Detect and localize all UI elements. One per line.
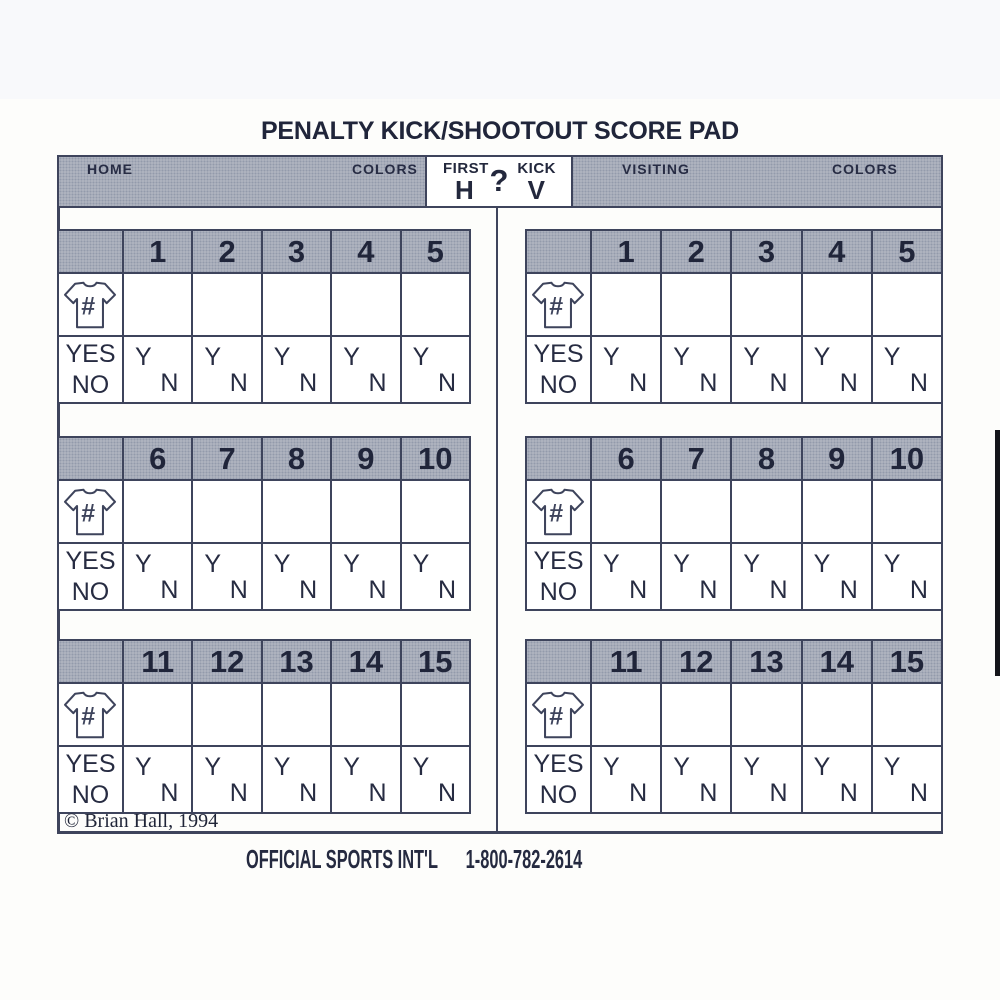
block-header-corner [527,641,590,682]
score-mark-cell [801,542,871,609]
score-entry-cell [400,479,469,542]
jersey-cell [527,682,590,745]
jersey-icon [62,487,118,537]
kick-number-cell: 7 [660,438,730,479]
no-mark: N [769,369,788,397]
home-score-table [57,229,471,814]
score-mark-cell [871,542,941,609]
yes-label: YES [65,547,116,575]
no-mark: N [909,779,928,807]
score-block [525,229,943,404]
no-mark: N [629,779,648,807]
phone-number: 1-800-782-2614 [465,844,583,874]
no-mark: N [699,369,718,397]
no-mark: N [229,576,248,604]
score-mark-cell [330,542,399,609]
score-mark-cell [191,745,260,812]
no-mark: N [839,369,858,397]
score-block [57,436,471,611]
score-mark-cell [871,335,941,402]
kick-number-cell: 1 [590,231,660,272]
jersey-number-symbol: # [549,701,564,730]
no-label: NO [539,577,578,606]
kick-number-cell: 12 [191,641,260,682]
yes-mark: Y [412,753,430,781]
no-mark: N [699,779,718,807]
yes-mark: Y [343,343,360,371]
score-entry-cell [590,682,660,745]
score-mark-cell [660,542,730,609]
yes-mark: Y [412,550,430,578]
no-mark: N [299,369,318,397]
yes-mark: Y [135,343,152,371]
question-mark: ? [489,163,509,198]
score-mark-cell [871,745,941,812]
no-mark: N [629,369,648,397]
yes-mark: Y [273,343,291,371]
yes-mark: Y [204,343,222,371]
kick-label: KICK [517,160,556,177]
visiting-colors-label: COLORS [832,161,898,177]
score-mark-cell [261,745,330,812]
kick-number-cell: 3 [261,231,330,272]
yes-label: YES [65,750,116,778]
kick-number-cell: 7 [191,438,260,479]
no-label: NO [71,577,110,606]
score-entry-cell [590,479,660,542]
score-mark-cell [122,335,191,402]
score-entry-cell [191,682,260,745]
score-entry-cell [330,682,399,745]
jersey-icon [530,487,586,537]
no-label: NO [539,780,578,809]
score-entry-cell [330,479,399,542]
score-entry-cell [801,682,871,745]
kick-number-cell: 12 [660,641,730,682]
score-entry-cell [801,479,871,542]
yes-mark: Y [603,343,620,371]
kick-number-cell: 11 [590,641,660,682]
visiting-score-table [525,229,943,814]
yes-no-label-cell [527,335,590,402]
yes-no-label-cell [527,542,590,609]
score-entry-cell [330,272,399,335]
kick-number-cell: 9 [330,438,399,479]
no-mark: N [368,779,387,807]
score-mark-cell [261,542,330,609]
no-mark: N [909,369,928,397]
kick-number-cell: 5 [871,231,941,272]
yes-mark: Y [343,550,360,578]
yes-mark: Y [204,753,222,781]
no-label: NO [539,370,578,399]
yes-mark: Y [883,343,901,371]
no-mark: N [229,369,248,397]
kick-number-cell: 15 [871,641,941,682]
no-mark: N [160,369,179,397]
score-mark-cell [400,542,469,609]
score-entry-cell [122,272,191,335]
kick-number-cell: 4 [801,231,871,272]
yes-mark: Y [673,753,690,781]
block-header-corner [527,231,590,272]
no-mark: N [437,369,456,397]
jersey-cell [59,682,122,745]
jersey-icon [62,280,118,330]
score-block [525,639,943,814]
score-mark-cell [590,542,660,609]
kick-number-cell: 14 [330,641,399,682]
score-entry-cell [730,682,800,745]
jersey-number-symbol: # [549,291,564,320]
score-entry-cell [590,272,660,335]
score-mark-cell [122,542,191,609]
no-mark: N [769,576,788,604]
yes-mark: Y [135,753,152,781]
score-mark-cell [660,335,730,402]
yes-mark: Y [883,753,901,781]
yes-mark: Y [883,550,901,578]
jersey-cell [59,479,122,542]
no-mark: N [437,779,456,807]
jersey-number-symbol: # [549,498,564,527]
yes-no-label-cell [59,335,122,402]
score-mark-cell [191,335,260,402]
score-mark-cell [590,745,660,812]
kick-number-cell: 13 [261,641,330,682]
home-initial: H [455,175,474,205]
scan-edge-artifact [995,430,1000,676]
yes-mark: Y [743,550,761,578]
score-entry-cell [400,682,469,745]
score-entry-cell [261,272,330,335]
score-entry-cell [261,682,330,745]
score-entry-cell [191,479,260,542]
no-label: NO [71,780,110,809]
kick-number-cell: 1 [122,231,191,272]
jersey-number-symbol: # [81,291,96,320]
score-mark-cell [660,745,730,812]
yes-no-label-cell [527,745,590,812]
kick-number-cell: 2 [660,231,730,272]
jersey-cell [527,479,590,542]
no-mark: N [368,576,387,604]
score-mark-cell [801,745,871,812]
yes-mark: Y [343,753,360,781]
score-block [57,229,471,404]
score-mark-cell [730,745,800,812]
kick-number-cell: 8 [261,438,330,479]
score-entry-cell [261,479,330,542]
score-mark-cell [191,542,260,609]
score-entry-cell [871,479,941,542]
score-block [57,639,471,814]
kick-number-cell: 4 [330,231,399,272]
no-mark: N [160,576,179,604]
copyright-text: © Brian Hall, 1994 [64,810,219,832]
no-mark: N [229,779,248,807]
kick-number-cell: 13 [730,641,800,682]
yes-no-label-cell [59,542,122,609]
first-kick-box [425,155,573,208]
score-mark-cell [261,335,330,402]
kick-number-cell: 10 [871,438,941,479]
jersey-icon [530,280,586,330]
no-mark: N [299,779,318,807]
jersey-number-symbol: # [81,701,96,730]
no-mark: N [699,576,718,604]
no-mark: N [437,576,456,604]
score-entry-cell [871,682,941,745]
no-mark: N [839,576,858,604]
page-top-band [0,0,1000,99]
block-header-corner [59,438,122,479]
first-label: FIRST [443,160,489,177]
kick-number-cell: 14 [801,641,871,682]
score-mark-cell [400,335,469,402]
score-mark-cell [330,335,399,402]
score-entry-cell [730,479,800,542]
no-mark: N [368,369,387,397]
no-mark: N [909,576,928,604]
card-center-divider [496,207,499,833]
jersey-number-symbol: # [81,498,96,527]
jersey-icon [530,690,586,740]
score-entry-cell [730,272,800,335]
score-block [525,436,943,611]
no-mark: N [839,779,858,807]
home-colors-label: COLORS [352,161,418,177]
score-entry-cell [660,682,730,745]
yes-label: YES [65,340,116,368]
score-entry-cell [871,272,941,335]
score-mark-cell [730,335,800,402]
yes-mark: Y [673,550,690,578]
yes-mark: Y [603,550,620,578]
visiting-label: VISITING [622,161,690,177]
kick-number-cell: 15 [400,641,469,682]
yes-label: YES [533,750,584,778]
no-mark: N [629,576,648,604]
yes-mark: Y [135,550,152,578]
jersey-cell [59,272,122,335]
yes-mark: Y [813,753,831,781]
score-mark-cell [730,542,800,609]
company-name: OFFICIAL SPORTS INT'L [246,844,438,874]
score-entry-cell [191,272,260,335]
yes-mark: Y [412,343,430,371]
visiting-initial: V [527,175,545,205]
home-label: HOME [87,161,133,177]
kick-number-cell: 3 [730,231,800,272]
yes-mark: Y [603,753,620,781]
score-mark-cell [400,745,469,812]
footer-line [246,844,582,875]
yes-mark: Y [204,550,222,578]
yes-no-label-cell [59,745,122,812]
yes-mark: Y [743,753,761,781]
kick-number-cell: 8 [730,438,800,479]
yes-mark: Y [273,753,291,781]
score-mark-cell [122,745,191,812]
score-mark-cell [330,745,399,812]
score-entry-cell [122,479,191,542]
block-header-corner [527,438,590,479]
score-mark-cell [590,335,660,402]
yes-mark: Y [743,343,761,371]
kick-number-cell: 9 [801,438,871,479]
kick-number-cell: 11 [122,641,191,682]
score-entry-cell [801,272,871,335]
kick-number-cell: 6 [122,438,191,479]
page-title: PENALTY KICK/SHOOTOUT SCORE PAD [260,117,740,145]
jersey-icon [62,690,118,740]
score-entry-cell [660,479,730,542]
yes-mark: Y [813,343,831,371]
no-mark: N [160,779,179,807]
score-mark-cell [801,335,871,402]
yes-mark: Y [673,343,690,371]
no-mark: N [299,576,318,604]
yes-label: YES [533,547,584,575]
score-entry-cell [122,682,191,745]
yes-mark: Y [273,550,291,578]
no-label: NO [71,370,110,399]
yes-mark: Y [813,550,831,578]
block-header-corner [59,641,122,682]
yes-label: YES [533,340,584,368]
kick-number-cell: 10 [400,438,469,479]
no-mark: N [769,779,788,807]
score-entry-cell [400,272,469,335]
kick-number-cell: 2 [191,231,260,272]
score-entry-cell [660,272,730,335]
jersey-cell [527,272,590,335]
block-header-corner [59,231,122,272]
kick-number-cell: 5 [400,231,469,272]
kick-number-cell: 6 [590,438,660,479]
